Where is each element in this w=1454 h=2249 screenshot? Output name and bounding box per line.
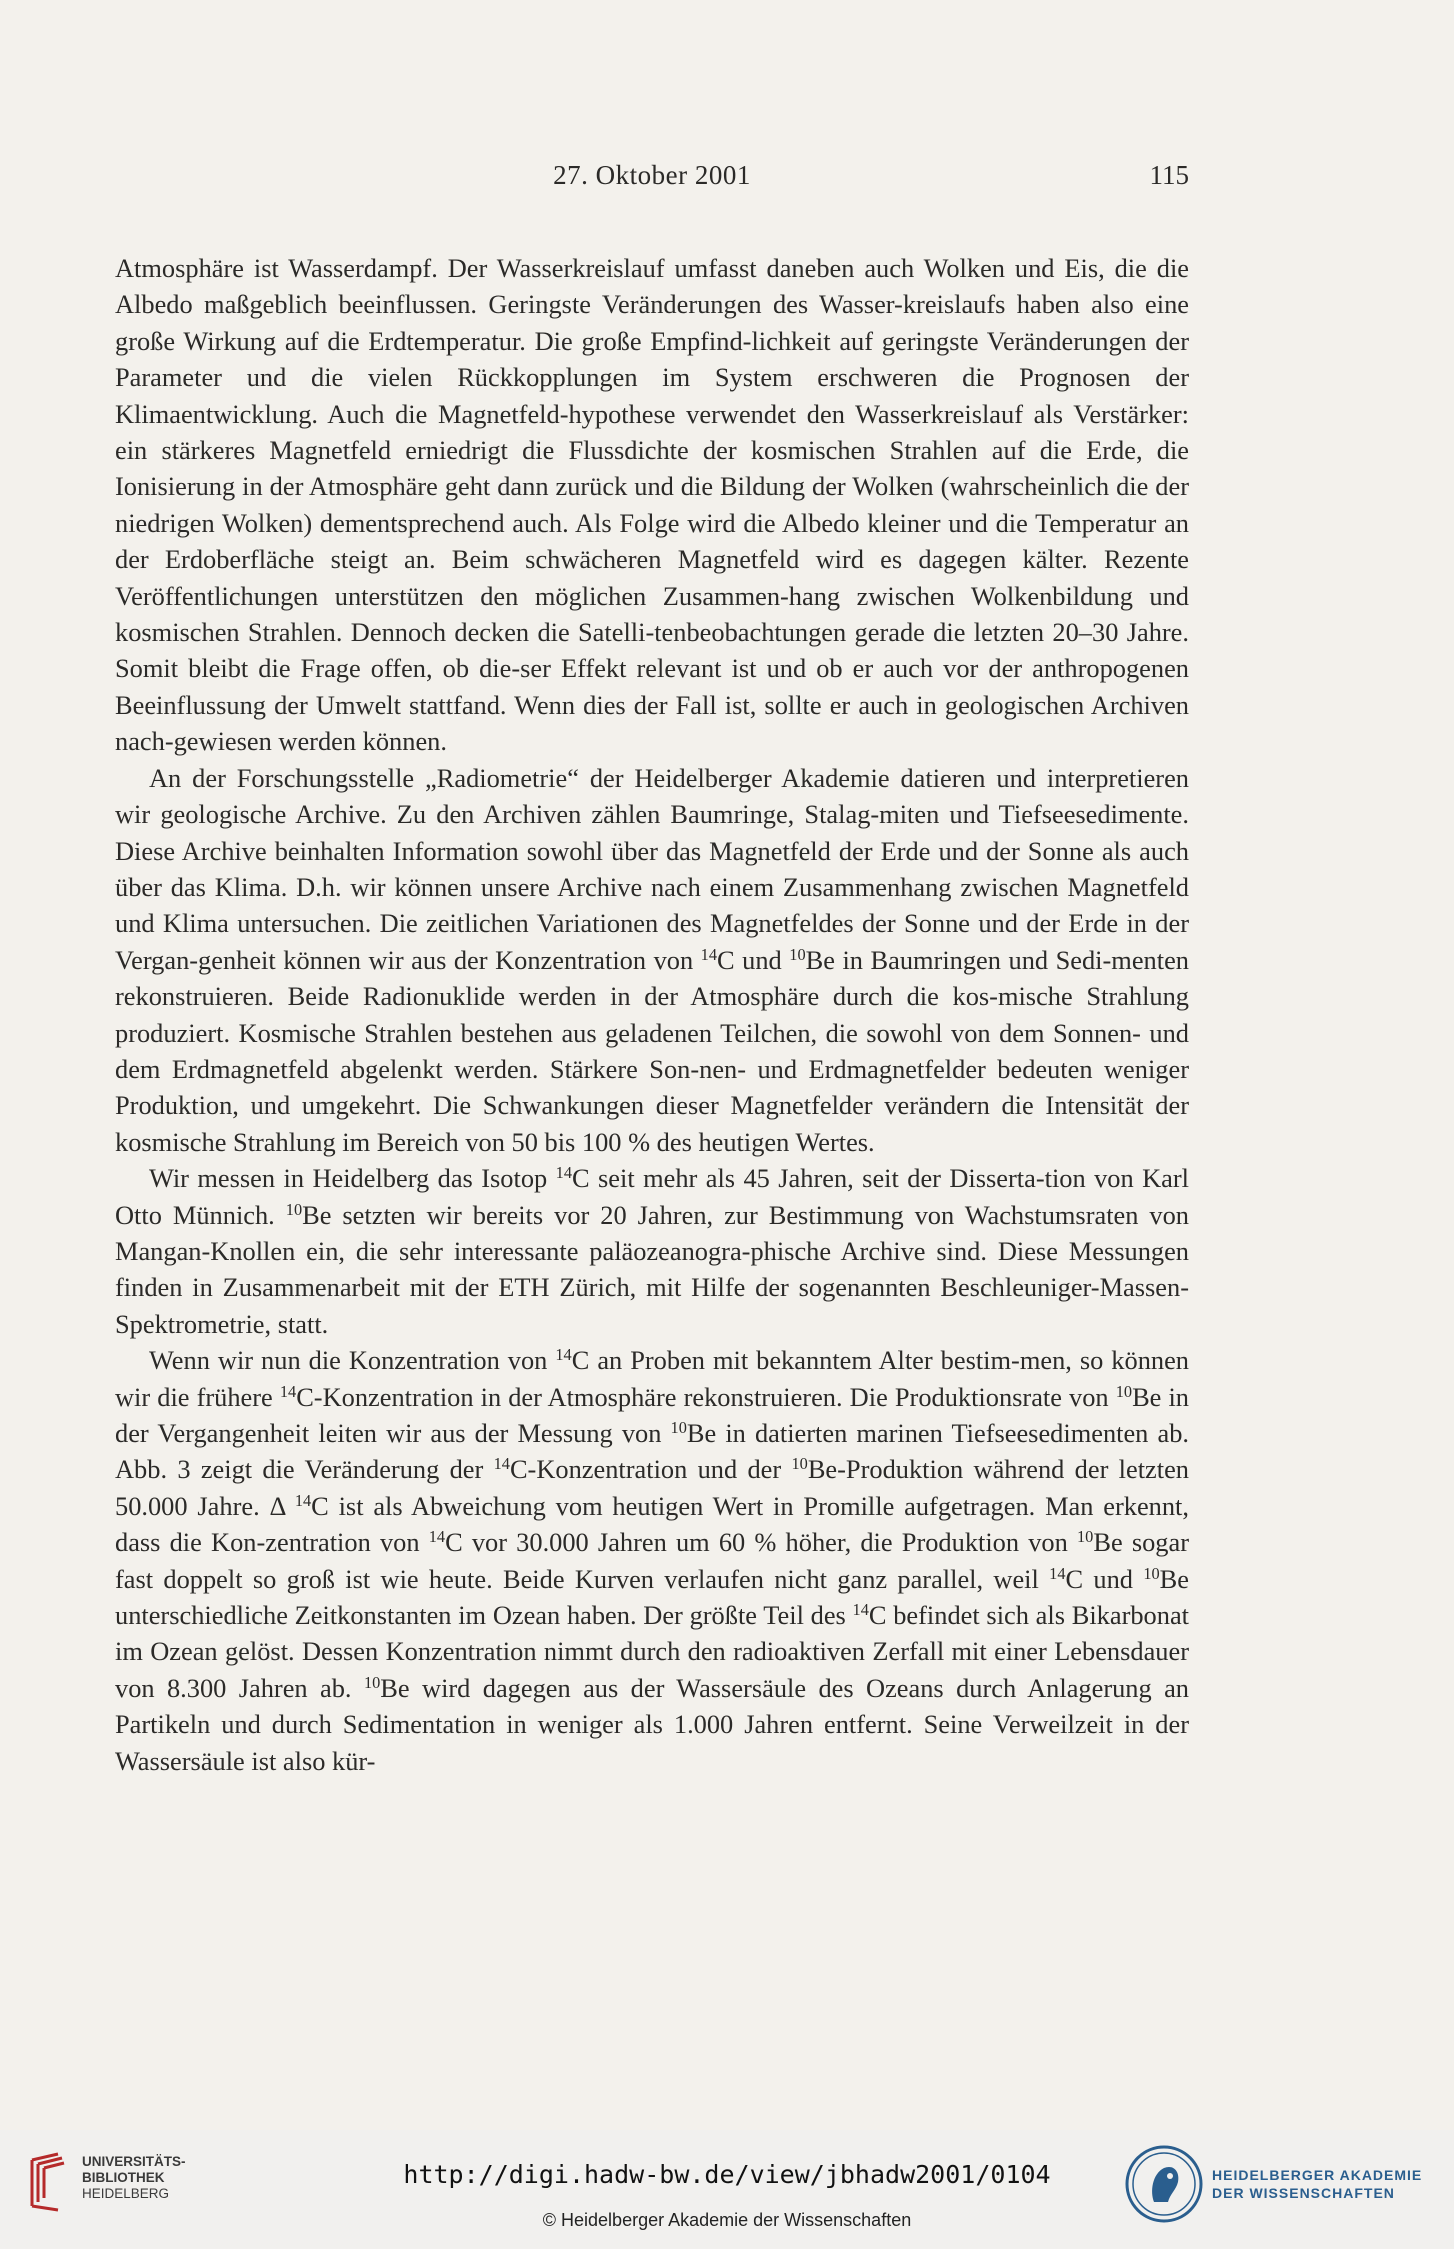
text-run: C seit mehr als 45 Jahren, seit der Disserta-tion von Karl Otto Münnich.: [115, 1163, 1189, 1230]
isotope-superscript: 14: [700, 944, 718, 964]
text-run: An der Forschungsstelle „Radiometrie“ der Heidelberger Akademie datieren und interpretieren wir geologische Archive. Zu den Archiven zählen Baumringe, Stalag-miten und Tiefseesedimente. Diese Archive beinhalten Information sowohl über das Magnetfeld der Erde und der Sonne als auch über das Klima. D.h. wir können unsere Archive nach einem Zusammenhang zwischen Magnetfeld und Klima untersuchen. Die zeitlichen Variationen des Magnetfeldes der Sonne und der Erde in der Vergan-genheit können wir aus der Konzentration von: [115, 762, 1189, 975]
source-url-link[interactable]: http://digi.hadw-bw.de/view/jbhadw2001/0104: [403, 2160, 1051, 2189]
text-run: C-Konzentration und der: [509, 1454, 792, 1485]
text-run: C ist als Abweichung vom heutigen Wert in Promille aufgetragen. Man erkennt, dass die Kon-zentration von: [115, 1490, 1189, 1558]
text-run: Be unterschiedliche Zeitkonstanten im Ozean haben. Der größte Teil des: [115, 1563, 1189, 1631]
text-run: Be sogar fast doppelt so groß ist wie heute. Beide Kurven verlaufen nicht ganz parallel, weil: [115, 1527, 1190, 1594]
hadw-line1: HEIDELBERGER AKADEMIE: [1212, 2167, 1423, 2183]
text-run: Be in Baumringen und Sedi-menten rekonstruieren. Beide Radionuklide werden in der Atmosphäre durch die kos-mische Strahlung produziert. Kosmische Strahlen bestehen aus geladenen Teilchen, die sowohl von dem Sonnen- und dem Erdmagnetfeld abgelenkt werden. Stärkere Son-nen- und Erdmagnetfelder bedeuten weniger Produktion, und umgekehrt. Die Schwankungen dieser Magnetfelder verändern die Intensität der kosmische Strahlung im Bereich von 50 bis 100 % des heutigen Wertes.: [115, 944, 1189, 1157]
isotope-superscript: 14: [852, 1600, 869, 1620]
ub-line1: UNIVERSITÄTS-: [82, 2154, 186, 2169]
text-run: C-Konzentration in der Atmosphäre rekonstruieren. Die Produktionsrate von: [296, 1381, 1116, 1412]
isotope-superscript: 10: [1077, 1527, 1094, 1547]
paragraph: [115, 1342, 1189, 1779]
isotope-superscript: 10: [670, 1418, 687, 1437]
hadw-wordmark: [1212, 2166, 1422, 2202]
hadw-seal-icon: [1124, 2144, 1204, 2224]
page-header: [115, 160, 1189, 200]
text-run: C befindet sich als Bikarbonat im Ozean gelöst. Dessen Konzentration nimmt durch den radioaktiven Zerfall mit einer Lebensdauer von 8.300 Jahren ab.: [115, 1600, 1189, 1703]
hadw-line2: DER WISSENSCHAFTEN: [1212, 2185, 1395, 2201]
isotope-superscript: 10: [363, 1672, 381, 1692]
paragraph: [115, 250, 1189, 760]
isotope-superscript: 14: [428, 1527, 446, 1547]
isotope-superscript: 10: [1115, 1381, 1133, 1401]
text-run: Be in datierten marinen Tiefseesedimenten ab. Abb. 3 zeigt die Veränderung der: [115, 1418, 1189, 1485]
text-run: C und: [1065, 1563, 1144, 1594]
isotope-superscript: 14: [555, 1345, 572, 1365]
paragraph: [115, 760, 1189, 1160]
text-run: C und: [717, 944, 790, 975]
text-run: C an Proben mit bekanntem Alter bestim-men, so können wir die frühere: [115, 1345, 1189, 1412]
paragraph: [115, 1160, 1189, 1342]
text-run: Atmosphäre ist Wasserdampf. Der Wasserkreislauf umfasst daneben auch Wolken und Eis, die die Albedo maßgeblich beeinflussen. Geringste Veränderungen des Wasser-kreislaufs haben also eine große Wirkung auf die Erdtemperatur. Die große Empfind-lichkeit auf geringste Veränderungen der Parameter und die vielen Rückkopplungen im System erschweren die Prognosen der Klimaentwicklung. Auch die Magnetfeld-hypothese verwendet den Wasserkreislauf als Verstärker: ein stärkeres Magnetfeld erniedrigt die Flussdichte der kosmischen Strahlen auf die Erde, die Ionisierung in der Atmosphäre geht dann zurück und die Bildung der Wolken (wahrscheinlich die der niedrigen Wolken) dementsprechend auch. Als Folge wird die Albedo kleiner und die Temperatur an der Erdoberfläche steigt an. Beim schwächeren Magnetfeld wird es dagegen kälter. Rezente Veröffentlichungen unterstützen den möglichen Zusammen-hang zwischen Wolkenbildung und kosmischen Strahlen. Dennoch decken die Satelli-tenbeobachtungen gerade die letzten 20–30 Jahre. Somit bleibt die Frage offen, ob die-ser Effekt relevant ist und ob er auch vor der anthropogenen Beeinflussung der Umwelt stattfand. Wenn dies der Fall ist, sollte er auch in geologischen Archiven nach-gewiesen werden können.: [115, 253, 1189, 757]
text-run: Wir messen in Heidelberg das Isotop: [149, 1163, 556, 1194]
isotope-superscript: 10: [789, 944, 806, 964]
text-run: Be setzten wir bereits vor 20 Jahren, zur Bestimmung von Wachstumsraten von Mangan-Knollen ein, die sehr interessante paläozeanogra-phische Archive sind. Diese Messungen finden in Zusammenarbeit mit der ETH Zürich, mit Hilfe der sogenannten Beschleuniger-Massen-Spektrometrie, statt.: [115, 1199, 1190, 1339]
isotope-superscript: 14: [294, 1490, 312, 1510]
isotope-superscript: 14: [1049, 1563, 1066, 1583]
text-run: Wenn wir nun die Konzentration von: [149, 1345, 556, 1376]
footer: [0, 2130, 1454, 2249]
copyright-notice: © Heidelberger Akademie der Wissenschaften: [542, 2210, 912, 2230]
body-text: [115, 250, 1189, 1779]
running-head: 27. Oktober 2001: [553, 160, 751, 190]
isotope-superscript: 10: [791, 1454, 808, 1474]
text-run: Be in der Vergangenheit leiten wir aus der Messung von: [115, 1381, 1189, 1448]
isotope-superscript: 14: [279, 1381, 297, 1401]
text-run: Be wird dagegen aus der Wassersäule des Ozeans durch Anlagerung an Partikeln und durch Sedimentation in weniger als 1.000 Jahren entfernt. Seine Verweilzeit in der Wassersäule ist also kür-: [115, 1672, 1189, 1776]
isotope-superscript: 10: [285, 1199, 303, 1219]
ub-line3: HEIDELBERG: [82, 2186, 170, 2201]
page-number: 115: [1149, 160, 1189, 190]
ub-line2: BIBLIOTHEK: [82, 2170, 165, 2185]
text-run: C vor 30.000 Jahren um 60 % höher, die Produktion von: [445, 1527, 1077, 1558]
isotope-superscript: 14: [555, 1163, 572, 1183]
isotope-superscript: 14: [493, 1454, 510, 1474]
text-run: Be-Produktion während der letzten 50.000 Jahre. Δ: [115, 1454, 1189, 1521]
isotope-superscript: 10: [1143, 1563, 1160, 1583]
